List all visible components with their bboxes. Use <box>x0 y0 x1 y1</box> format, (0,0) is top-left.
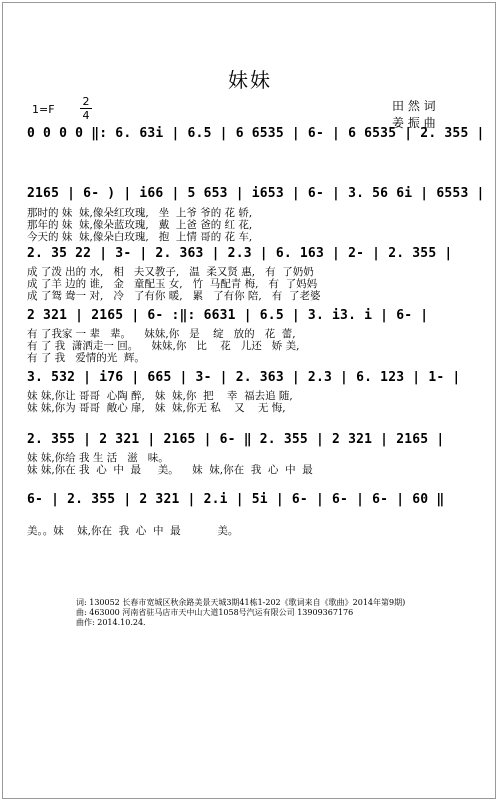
lyric-line-6a: 妹 妹,你给 我 生 活 滋 味。 <box>27 452 169 464</box>
score-line-2: 2165 | 6- ) | i66 | 5 653 | i653 | 6- | 3. 56 6i | 6553 | <box>27 186 485 201</box>
lyric-line-6b: 妹 妹,你在 我 心 中 最 美。 妹 妹,你在 我 心 中 最 <box>27 464 313 476</box>
score-line-5: 3. 532 | i76 | 665 | 3- | 2. 363 | 2.3 | 6. 123 | 1- | <box>27 370 461 385</box>
footer-line-1: 词: 130052 长春市宽城区秋余路美景天城3期41栋1-202《歌词来自《歌曲》2014年第9期) <box>76 598 406 607</box>
lyric-line-7a: 美。。妹 妹,你在 我 心 中 最 美。 <box>27 525 239 537</box>
lyric-line-3b: 成 了羊 边的 谁, 金 童配玉 女, 竹 马配青 梅, 有 了妈妈 <box>27 278 318 290</box>
lyric-line-2b: 那年的 妹 妹,像朵蓝玫瑰, 戴 上爸 爸的 红 花, <box>27 219 253 231</box>
score-line-4: 2 321 | 2165 | 6- :‖: 6631 | 6.5 | 3. i3. i | 6- | <box>27 308 429 323</box>
score-line-3: 2. 35 22 | 3- | 2. 363 | 2.3 | 6. 163 | 2- | 2. 355 | <box>27 246 453 261</box>
meter-top: 2 <box>82 95 90 108</box>
lyric-line-5a: 妹 妹,你让 哥哥 心陶 醉, 妹 妹,你 把 幸 福去追 随, <box>27 390 293 402</box>
time-signature <box>80 96 92 121</box>
lyricist-credit: 田 然 词 <box>392 99 436 113</box>
footer-line-2: 曲: 463000 河南省驻马店市天中山大道1058号汽运有限公司 13909367176 <box>76 608 354 617</box>
lyric-line-5b: 妹 妹,你为 哥哥 敞心 扉, 妹 妹,你无 私 又 无 悔, <box>27 402 286 414</box>
score-line-1: 0 0 0 0 ‖: 6. 63i | 6.5 | 6 6535 | 6- | 6 6535 | 2. 355 | <box>27 126 485 141</box>
lyric-line-3c: 成 了鸳 鸯一 对, 冷 了有你 暖, 累 了有你 陪, 有 了老婆 <box>27 290 321 302</box>
composer-credit: 姜 振 曲 <box>392 116 436 130</box>
score-line-6: 2. 355 | 2 321 | 2165 | 6- ‖ 2. 355 | 2 321 | 2165 | <box>27 432 445 447</box>
lyric-line-2c: 今天的 妹 妹,像朵白玫瑰, 抱 上情 哥的 花 车, <box>27 231 253 243</box>
song-title: 妹妹 <box>228 68 272 92</box>
score-line-7: 6- | 2. 355 | 2 321 | 2.i | 5i | 6- | 6- | 6- | 60 ‖ <box>27 492 445 507</box>
lyric-line-2a: 那时的 妹 妹,像朵红玫瑰, 坐 上爷 爷的 花 轿, <box>27 207 253 219</box>
meter-bottom: 4 <box>82 109 90 122</box>
lyric-line-4a: 有 了我家 一 辈 辈。 妹妹,你 是 绽 放的 花 蕾, <box>27 328 296 340</box>
lyric-line-3a: 成 了泼 出的 水, 相 夫又教子, 温 柔又贤 惠, 有 了奶奶 <box>27 266 314 278</box>
lyric-line-4c: 有 了 我 爱情的光 辉。 <box>27 352 145 364</box>
footer-line-3: 曲作: 2014.10.24. <box>76 618 146 627</box>
key-signature: 1=F <box>32 103 55 116</box>
footer-info <box>76 598 476 628</box>
lyric-line-4b: 有 了 我 潇洒走一 回。 妹妹,你 比 花 儿还 娇 美, <box>27 340 300 352</box>
